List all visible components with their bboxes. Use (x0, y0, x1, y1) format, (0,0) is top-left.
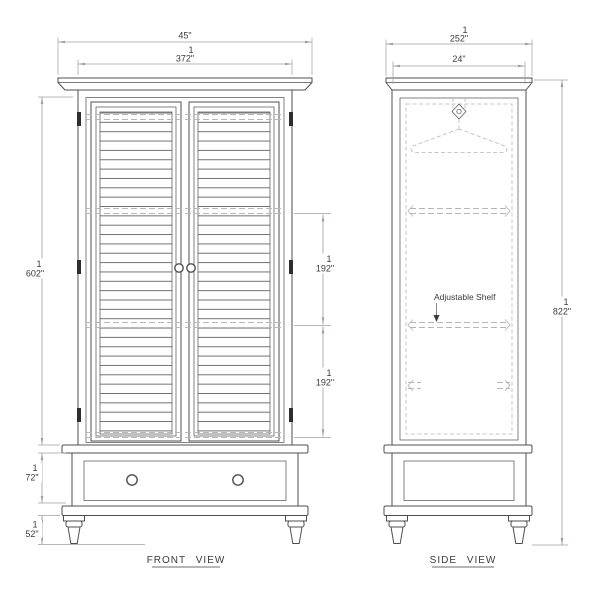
dim-overall-height-num: 1 (563, 297, 569, 307)
dim-upper-shelf: 192" (315, 263, 335, 274)
side-view (384, 25, 575, 567)
side-right-leg (509, 516, 530, 544)
side-base-molding (384, 506, 532, 516)
right-door-knob (187, 264, 195, 272)
side-cabinet-body (392, 90, 526, 445)
side-waist-molding (384, 445, 532, 453)
front-base-molding (62, 506, 308, 516)
front-waist-molding (62, 445, 308, 453)
adjustable-shelf-label: Adjustable Shelf (434, 292, 496, 302)
side-crown-molding (386, 78, 532, 90)
hinge-icon (77, 112, 81, 126)
dim-cabinet-depth: 24" (452, 54, 466, 64)
hinge-icon (289, 260, 293, 274)
dim-lower-shelf: 192" (315, 377, 335, 388)
hinge-icon (77, 408, 81, 422)
dim-leg-height: 52" (25, 529, 39, 539)
dim-upper-shelf-num: 1 (326, 254, 332, 264)
side-left-leg (387, 516, 408, 544)
hinge-icon (289, 112, 293, 126)
front-view-caption: FRONT VIEW (146, 555, 226, 566)
drawer-knob-right (233, 475, 243, 485)
hinge-icon (77, 260, 81, 274)
dim-cabinet-width: 372" (175, 53, 195, 64)
front-crown-molding (58, 78, 312, 90)
dim-leg-height-num: 1 (32, 519, 38, 530)
front-view (22, 31, 339, 568)
side-view-caption: SIDE VIEW (429, 555, 497, 566)
front-right-door-louvers (198, 112, 270, 434)
dim-overall-depth-num: 1 (462, 25, 468, 35)
dim-overall-width: 45" (178, 30, 192, 41)
dim-drawer-height-num: 1 (32, 463, 38, 473)
dim-overall-depth: 252" (449, 33, 469, 44)
dim-drawer-height: 72" (25, 472, 39, 483)
front-left-door-louvers (100, 112, 172, 434)
hinge-icon (289, 408, 293, 422)
dim-lower-shelf-num: 1 (326, 368, 332, 378)
dim-cabinet-width-num: 1 (188, 45, 194, 55)
front-right-leg (286, 516, 307, 544)
side-cabinet (384, 78, 532, 544)
front-cabinet (58, 78, 312, 544)
drawer-knob-left (127, 475, 137, 485)
dim-overall-height: 822" (552, 306, 572, 317)
dim-door-height: 602" (25, 268, 45, 279)
front-left-leg (64, 516, 85, 544)
left-door-knob (175, 264, 183, 272)
dim-door-height-num: 1 (36, 259, 42, 269)
